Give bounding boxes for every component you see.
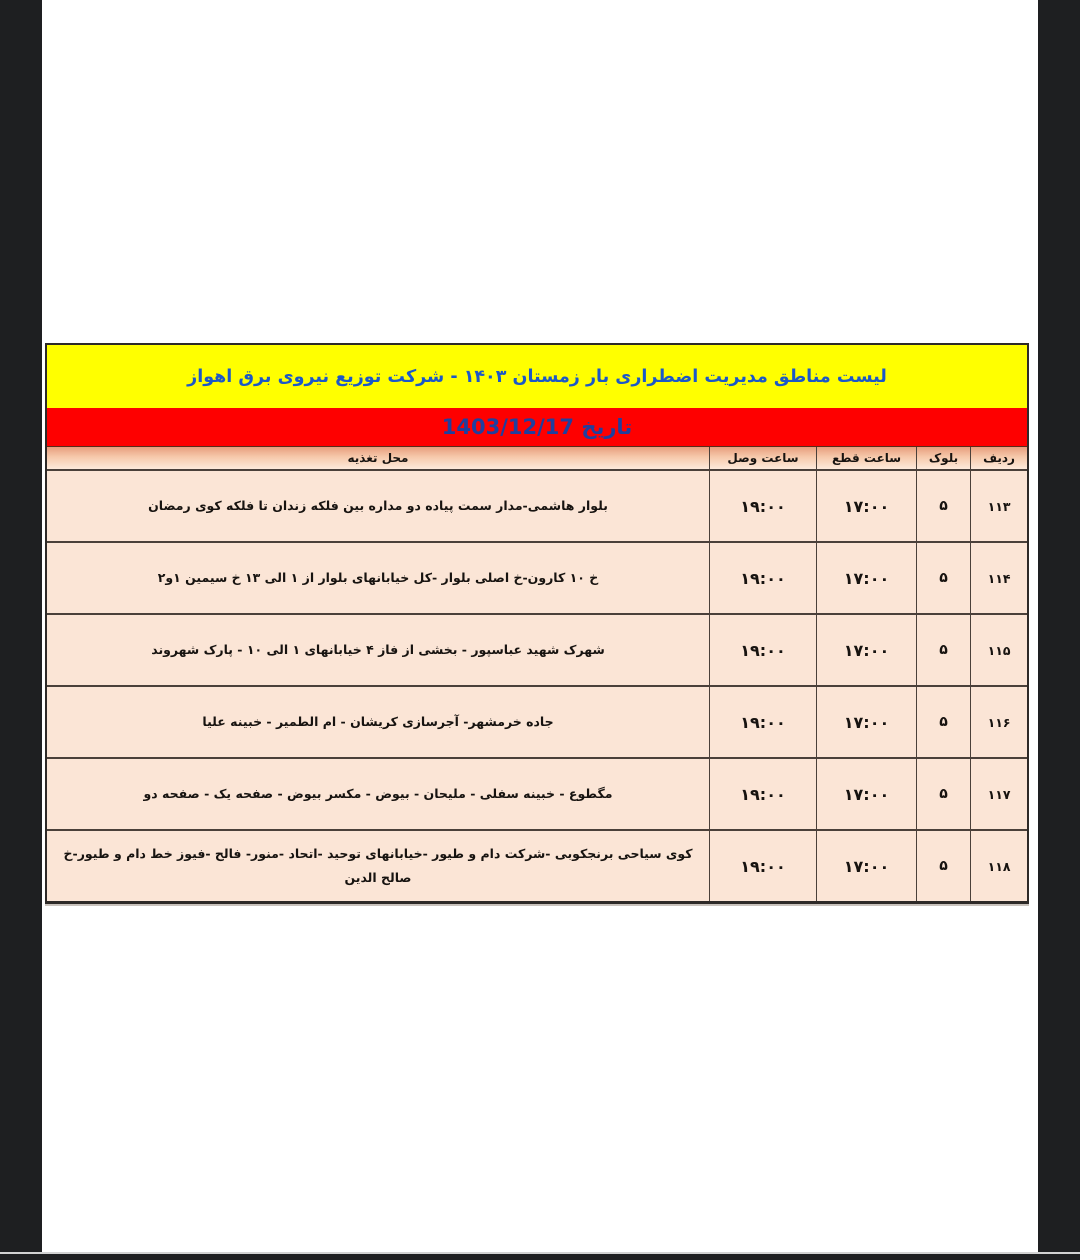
reconnect-time-cell: ۱۹:۰۰ [709, 543, 816, 613]
table-row [47, 685, 1027, 757]
location-cell: شهرک شهید عباسپور - بخشی از فاز ۴ خیابانهای ۱ الی ۱۰ - پارک شهروند [151, 642, 605, 658]
block-cell: ۵ [916, 831, 970, 901]
cut-time-cell: ۱۷:۰۰ [816, 471, 916, 541]
reconnect-time-cell: ۱۹:۰۰ [709, 471, 816, 541]
location-cell: جاده خرمشهر- آجرسازی کریشان - ام الطمیر - خبینه علیا [202, 714, 554, 730]
location-cell: بلوار هاشمی-مدار سمت پیاده دو مداره بین فلکه زندان تا فلکه کوی رمضان [148, 498, 608, 514]
radif-cell: ۱۱۴ [970, 543, 1027, 613]
location-cell: مگطوع - خبینه سفلی - ملیحان - بیوض - مکسر بیوض - صفحه یک - صفحه دو [143, 786, 613, 802]
outage-schedule-sheet [45, 343, 1029, 904]
radif-cell: ۱۱۵ [970, 615, 1027, 685]
block-cell: ۵ [916, 759, 970, 829]
block-cell: ۵ [916, 687, 970, 757]
header-location: محل تغذیه [47, 447, 709, 469]
reconnect-time-cell: ۱۹:۰۰ [709, 687, 816, 757]
cut-time-cell: ۱۷:۰۰ [816, 831, 916, 901]
location-cell: کوی سیاحی برنجکوبی -شرکت دام و طیور -خیابانهای توحید -اتحاد -منور- فالح -فیوز خط دام و طیور-خ صالح الدین [63, 846, 693, 885]
table-row [47, 541, 1027, 613]
viewer-left-letterbox [0, 0, 42, 1260]
header-radif: ردیف [970, 447, 1027, 469]
viewer-bottom-letterbox [0, 1252, 1080, 1260]
document-title: لیست مناطق مدیریت اضطراری بار زمستان ۱۴۰۳ - شرکت توزیع نیروی برق اهواز [187, 366, 887, 387]
header-block: بلوک [916, 447, 970, 469]
radif-cell: ۱۱۶ [970, 687, 1027, 757]
date-text: تاریخ 1403/12/17 [441, 415, 633, 439]
date-band [47, 408, 1027, 446]
header-cut-time: ساعت قطع [816, 447, 916, 469]
block-cell: ۵ [916, 615, 970, 685]
table-row [47, 613, 1027, 685]
reconnect-time-cell: ۱۹:۰۰ [709, 615, 816, 685]
radif-cell: ۱۱۷ [970, 759, 1027, 829]
radif-cell: ۱۱۳ [970, 471, 1027, 541]
cut-time-cell: ۱۷:۰۰ [816, 615, 916, 685]
block-cell: ۵ [916, 471, 970, 541]
viewer-right-letterbox [1038, 0, 1080, 1260]
location-cell: خ ۱۰ کارون-خ اصلی بلوار -کل خیابانهای بلوار از ۱ الی ۱۳ خ سیمین ۱و۲ [157, 570, 599, 586]
table-row [47, 757, 1027, 829]
table-row [47, 469, 1027, 541]
block-cell: ۵ [916, 543, 970, 613]
table-row [47, 829, 1027, 901]
table-header-row [47, 446, 1027, 469]
cut-time-cell: ۱۷:۰۰ [816, 543, 916, 613]
document-title-band [47, 345, 1027, 408]
cut-time-cell: ۱۷:۰۰ [816, 687, 916, 757]
reconnect-time-cell: ۱۹:۰۰ [709, 759, 816, 829]
cut-time-cell: ۱۷:۰۰ [816, 759, 916, 829]
reconnect-time-cell: ۱۹:۰۰ [709, 831, 816, 901]
outage-table [47, 446, 1027, 901]
radif-cell: ۱۱۸ [970, 831, 1027, 901]
header-reconnect-time: ساعت وصل [709, 447, 816, 469]
